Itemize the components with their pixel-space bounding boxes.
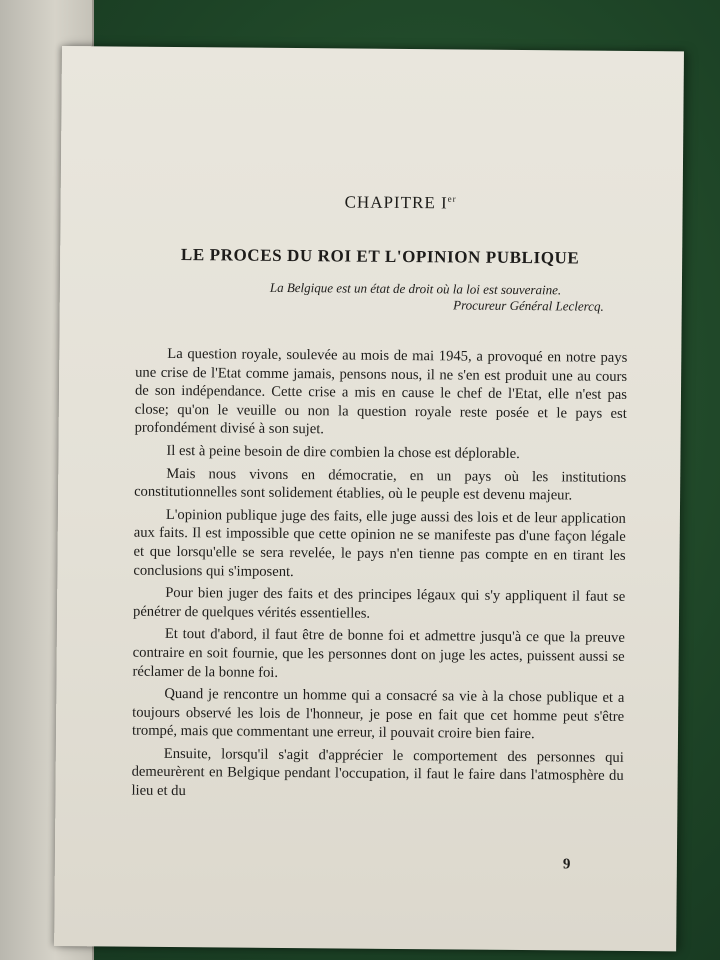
chapter-label: CHAPITRE I	[344, 192, 448, 213]
paragraph: Et tout d'abord, il faut être de bonne foi et admettre jusqu'à ce que la preuve contraire en soit fournie, que les personnes dont on juge les actes, puissent aussi se réclamer de la bonne foi.	[132, 626, 625, 681]
paragraph: L'opinion publique juge des faits, elle juge aussi des lois et de leur application aux faits. Il est impossible que cette opinion ne se manifeste pas d'une façon légale et que lorsqu'elle se sera revelée, le pays n'en tienne pas compte en en tirant les conclusions qui s'imposent.	[133, 506, 626, 580]
page-content	[131, 191, 628, 809]
page-number: 9	[562, 856, 571, 873]
chapter-suffix: er	[447, 193, 457, 204]
paragraph: Il est à peine besoin de dire combien la chose est déplorable.	[166, 442, 520, 462]
page-title: LE PROCES DU ROI ET L'OPINION PUBLIQUE	[180, 245, 580, 268]
epigraph	[270, 280, 628, 315]
paragraph: Ensuite, lorsqu'il s'agit d'apprécier le comportement des personnes qui demeurèrent en Belgique pendant l'occupation, il faut le faire dans l'atmosphère du lieu et du	[131, 745, 624, 800]
paragraph: Pour bien juger des faits et des principes légaux qui s'y appliquent il faut se pénétrer de quelques vérités essentielles.	[132, 585, 626, 622]
epigraph-quote: La Belgique est un état de droit où la loi est souveraine.	[269, 279, 562, 298]
paragraph: Mais nous vivons en démocratie, en un pays où les institutions constitutionnelles sont solidement établies, où le peuple est devenu majeur.	[134, 465, 627, 504]
body-text	[131, 345, 627, 805]
paragraph: Quand je rencontre un homme qui a consacré sa vie à la chose publique et a toujours observé les lois de l'honneur, je pose en fait que cet homme peut s'être trompé, mais que commentant une erreur, il pouvait croire bien faire.	[131, 686, 625, 743]
epigraph-attribution: Procureur Général Leclercq.	[453, 297, 604, 314]
chapter-heading	[173, 191, 629, 215]
book-page	[54, 46, 684, 951]
paragraph: La question royale, soulevée au mois de mai 1945, a provoqué en notre pays une crise de l'Etat comme jamais, pensons nous, il ne s'en est produit une au cours de son indépendance. Cette crise a mis en cause le chef de l'Etat, elle n'est pas close; qu'on le veuille ou non la question royale reste posée et le pays est profondément divisé à son sujet.	[134, 345, 628, 438]
